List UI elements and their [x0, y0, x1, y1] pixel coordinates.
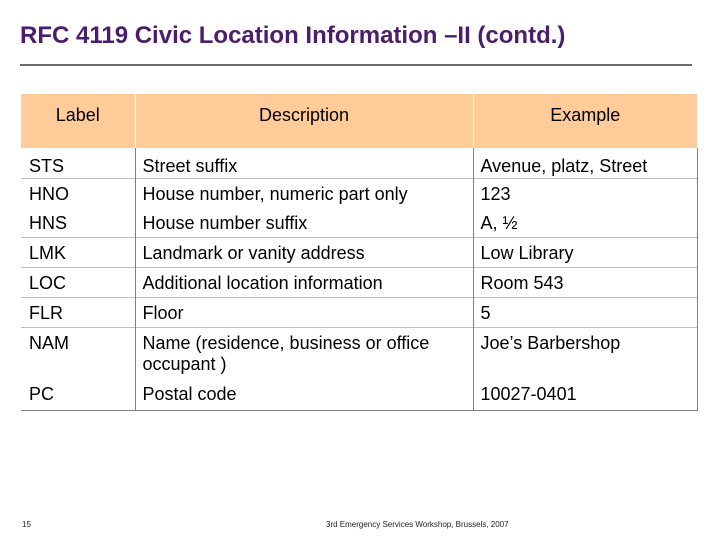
- row-example: Avenue, platz, Street: [473, 148, 697, 179]
- table-row: [21, 148, 697, 179]
- row-label: HNO: [21, 179, 135, 209]
- row-label: LMK: [21, 238, 135, 268]
- header-example: Example: [473, 94, 697, 148]
- footer-text: 3rd Emergency Services Workshop, Brussels, 2007: [326, 520, 509, 529]
- row-description: Floor: [135, 298, 473, 328]
- row-label: LOC: [21, 268, 135, 298]
- slide-title: RFC 4119 Civic Location Information –II (contd.): [20, 22, 566, 49]
- table-row: [21, 208, 697, 238]
- table-header-row: [21, 94, 697, 148]
- row-example: 5: [473, 298, 697, 328]
- table-row: [21, 238, 697, 268]
- row-description: Street suffix: [135, 148, 473, 179]
- table-row: [21, 268, 697, 298]
- title-underline: [20, 64, 692, 66]
- row-description: Name (residence, business or office occupant ): [135, 328, 473, 380]
- row-label: PC: [21, 379, 135, 411]
- row-label: STS: [21, 148, 135, 179]
- civic-location-table: [21, 94, 698, 411]
- table-row: [21, 328, 697, 380]
- row-label: HNS: [21, 208, 135, 238]
- row-label: FLR: [21, 298, 135, 328]
- table-row: [21, 379, 697, 411]
- row-example: 123: [473, 179, 697, 209]
- row-example: Room 543: [473, 268, 697, 298]
- page-number: 15: [22, 520, 31, 529]
- table-row: [21, 179, 697, 209]
- row-example: Low Library: [473, 238, 697, 268]
- row-description: Postal code: [135, 379, 473, 411]
- header-label: Label: [21, 94, 135, 148]
- header-description: Description: [135, 94, 473, 148]
- row-description: Additional location information: [135, 268, 473, 298]
- row-example: Joe’s Barbershop: [473, 328, 697, 380]
- row-description: House number, numeric part only: [135, 179, 473, 209]
- row-label: NAM: [21, 328, 135, 380]
- row-description: Landmark or vanity address: [135, 238, 473, 268]
- table-row: [21, 298, 697, 328]
- row-example: A, ½: [473, 208, 697, 238]
- row-example: 10027-0401: [473, 379, 697, 411]
- row-description: House number suffix: [135, 208, 473, 238]
